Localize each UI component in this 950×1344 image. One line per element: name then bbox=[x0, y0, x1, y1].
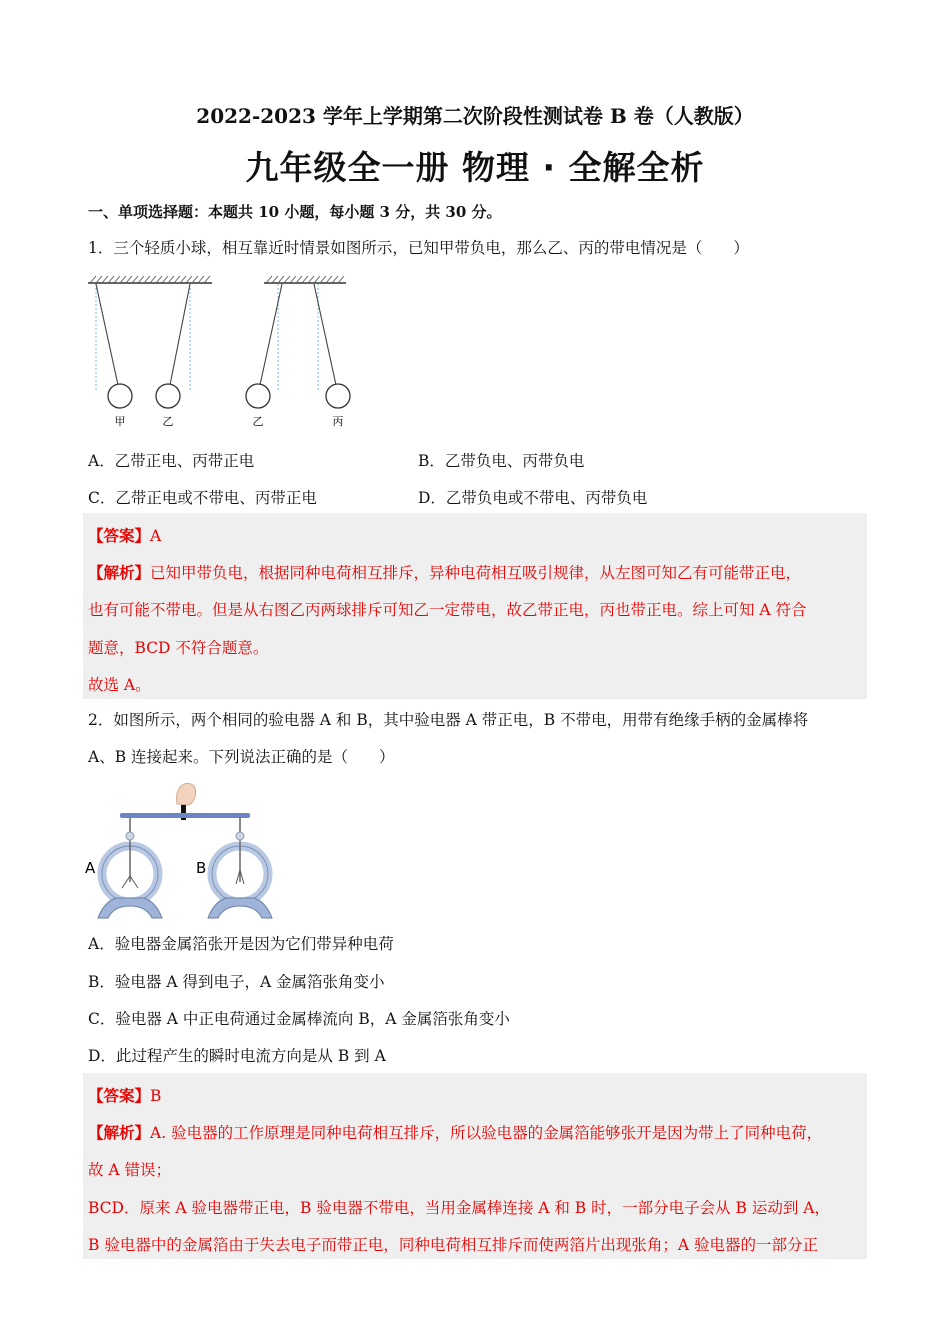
q2-option-a: A．验电器金属箔张开是因为它们带异种电荷 bbox=[88, 935, 394, 953]
q1-analysis-line: 题意，BCD 不符合题意。 bbox=[88, 639, 269, 657]
q2-analysis-line: B 验电器中的金属箔由于失去电子而带正电，同种电荷相互排斥而使两箔片出现张角；A 验电器的一部分正 bbox=[88, 1236, 818, 1254]
q1-analysis-line bbox=[88, 561, 801, 583]
answer-value: A bbox=[150, 527, 162, 545]
q1-answer-box bbox=[83, 513, 867, 699]
q2-option-d: D．此过程产生的瞬时电流方向是从 B 到 A bbox=[88, 1047, 386, 1065]
label-a: A bbox=[85, 859, 96, 877]
q1-stem: 1．三个轻质小球，相互靠近时情景如图所示，已知甲带负电，那么乙、丙的带电情况是（ ） bbox=[88, 239, 749, 257]
answer-value: B bbox=[150, 1087, 162, 1105]
label-yi-1: 乙 bbox=[162, 415, 174, 428]
analysis-tag: 【解析】 bbox=[88, 563, 151, 582]
q1-option-a: A．乙带正电、丙带正电 bbox=[88, 452, 255, 470]
analysis-tag: 【解析】 bbox=[88, 1123, 151, 1142]
hand-icon bbox=[177, 783, 196, 805]
q2-answer bbox=[88, 1084, 161, 1106]
answer-tag: 【答案】 bbox=[88, 526, 151, 545]
q2-option-c: C．验电器 A 中正电荷通过金属棒流向 B，A 金属箔张角变小 bbox=[88, 1010, 510, 1028]
q1-option-c: C．乙带正电或不带电、丙带正电 bbox=[88, 489, 317, 507]
q2-analysis-line bbox=[88, 1121, 822, 1143]
label-b: B bbox=[196, 859, 207, 877]
page-subtitle: 九年级全一册 物理 · 全解全析 bbox=[245, 148, 705, 187]
label-yi-2: 乙 bbox=[252, 415, 264, 428]
q1-figure-pendulums bbox=[84, 274, 364, 434]
q2-analysis-line: BCD．原来 A 验电器带正电，B 验电器不带电，当用金属棒连接 A 和 B 时，一部分电子会从 B 运动到 A， bbox=[88, 1199, 830, 1217]
q2-stem-line: A、B 连接起来。下列说法正确的是（ ） bbox=[88, 748, 395, 766]
q1-answer bbox=[88, 524, 161, 546]
analysis-text: A. 验电器的工作原理是同种电荷相互排斥，所以验电器的金属箔能够张开是因为带上了同种电荷， bbox=[150, 1124, 823, 1142]
q2-figure-electroscopes bbox=[84, 778, 284, 923]
label-jia-1: 甲 bbox=[114, 415, 126, 428]
answer-tag: 【答案】 bbox=[88, 1086, 151, 1105]
q1-analysis-line: 也有可能不带电。但是从右图乙丙两球排斥可知乙一定带电，故乙带正电，丙也带正电。综上可知 A 符合 bbox=[88, 601, 807, 619]
q1-option-d: D．乙带负电或不带电、丙带负电 bbox=[418, 489, 648, 507]
section-heading: 一、单项选择题：本题共 10 小题，每小题 3 分，共 30 分。 bbox=[88, 203, 502, 221]
q2-stem-line: 2．如图所示，两个相同的验电器 A 和 B，其中验电器 A 带正电，B 不带电，用带有绝缘手柄的金属棒将 bbox=[88, 711, 809, 729]
q2-option-b: B．验电器 A 得到电子，A 金属箔张角变小 bbox=[88, 973, 385, 991]
label-bing: 丙 bbox=[332, 415, 344, 428]
q2-analysis-line: 故 A 错误； bbox=[88, 1161, 172, 1179]
q1-analysis-line: 故选 A。 bbox=[88, 676, 151, 694]
q1-option-b: B．乙带负电、丙带负电 bbox=[418, 452, 585, 470]
analysis-text: 已知甲带负电，根据同种电荷相互排斥，异种电荷相互吸引规律，从左图可知乙有可能带正电， bbox=[150, 564, 802, 582]
q2-answer-box bbox=[83, 1073, 867, 1259]
page-title: 2022-2023 学年上学期第二次阶段性测试卷 B 卷（人教版） bbox=[196, 104, 754, 128]
